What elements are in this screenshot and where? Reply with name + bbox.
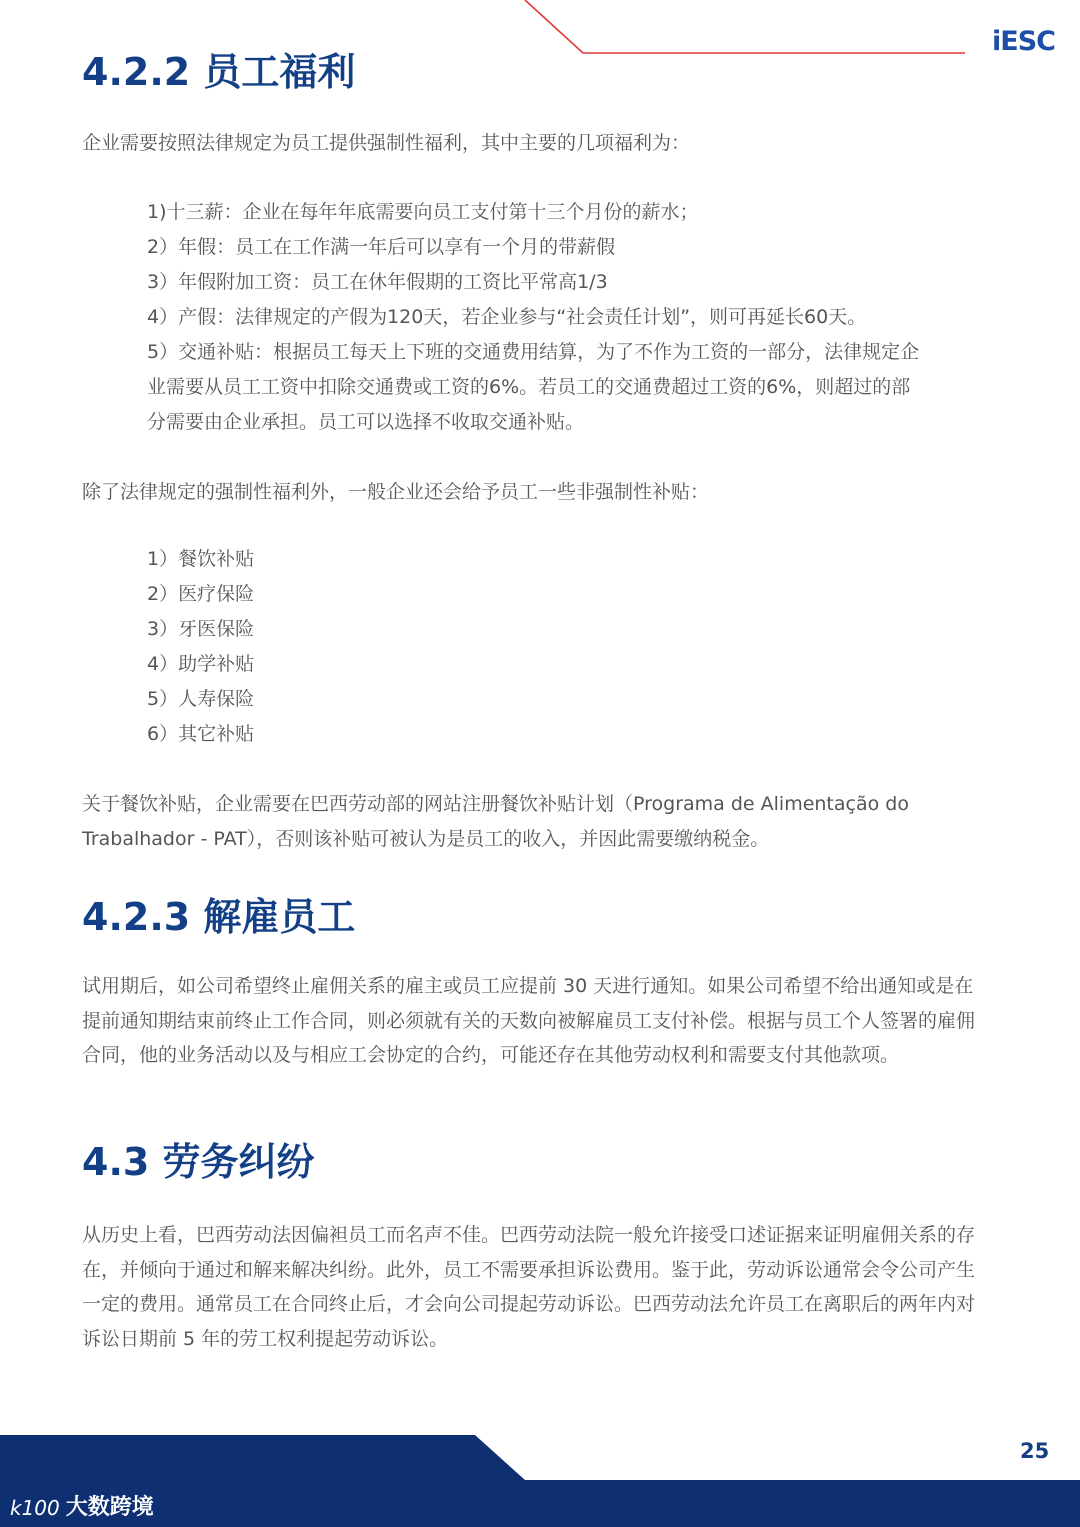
labor-disputes-body: 从历史上看，巴西劳动法因偏袒员工而名声不佳。巴西劳动法院一般允许接受口述证据来证明雇佣关系的存在，并倾向于通过和解来解决纠纷。此外，员工不需要承担诉讼费用。鉴于此，劳动诉讼通常会令公司产生一定的费用。通常员工在合同终止后，才会向公司提起劳动诉讼。巴西劳动法允许员工在离职后的两年内对诉讼日期前 5 年的劳工权利提起劳动诉讼。 xyxy=(82,1224,976,1350)
list-item: 6）其它补贴 xyxy=(147,723,255,745)
page-number: 25 xyxy=(1020,1439,1050,1463)
watermark-logo-icon: k100 xyxy=(10,1496,60,1520)
dismissal-body: 试用期后，如公司希望终止雇佣关系的雇主或员工应提前 30 天进行通知。如果公司希望不给出通知或是在提前通知期结束前终止工作合同，则必须就有关的天数向被解雇员工支付补偿。根据与员工个人签署的雇佣合同，他的业务活动以及与相应工会协定的合约，可能还存在其他劳动权利和需要支付其他款项。 xyxy=(82,975,976,1066)
list-item: 2）年假：员工在工作满一年后可以享有一个月的带薪假 xyxy=(147,236,616,258)
list-item: 2）医疗保险 xyxy=(147,583,255,605)
list-item: 5）交通补贴：根据员工每天上下班的交通费用结算，为了不作为工资的一部分，法律规定企业需要从员工工资中扣除交通费或工资的6%。若员工的交通费超过工资的6%，则超过的部分需要由企业承担。员工可以选择不收取交通补贴。 xyxy=(147,341,920,433)
list-item: 1）餐饮补贴 xyxy=(147,548,255,570)
meal-allowance-note: 关于餐饮补贴，企业需要在巴西劳动部的网站注册餐饮补贴计划（Programa de Alimentação do Trabalhador - PAT），否则该补贴可被认为是员工的收入，并因此需要缴纳税金。 xyxy=(82,793,909,850)
footer-band xyxy=(0,1435,1080,1527)
list-item: 4）助学补贴 xyxy=(147,653,255,675)
section-title-4-2-2: 4.2.2 员工福利 xyxy=(82,50,356,94)
list-item: 1)十三薪：企业在每年年底需要向员工支付第十三个月份的薪水； xyxy=(147,201,699,223)
section-title-4-3: 4.3 劳务纠纷 xyxy=(82,1140,315,1184)
list-item: 4）产假：法律规定的产假为120天，若企业参与“社会责任计划”，则可再延长60天。 xyxy=(147,306,867,328)
non-mandatory-benefits-list xyxy=(147,542,547,752)
watermark xyxy=(10,1492,154,1524)
section-title-4-2-3: 4.2.3 解雇员工 xyxy=(82,895,356,939)
benefits-intro: 企业需要按照法律规定为员工提供强制性福利，其中主要的几项福利为： xyxy=(82,132,691,154)
list-item: 3）牙医保险 xyxy=(147,618,255,640)
iesc-logo: iESC xyxy=(992,26,1055,57)
list-item: 5）人寿保险 xyxy=(147,688,255,710)
watermark-text: 大数跨境 xyxy=(65,1495,154,1520)
mandatory-benefits-list xyxy=(147,195,927,440)
list-item: 3）年假附加工资：员工在休年假期的工资比平常高1/3 xyxy=(147,271,608,293)
non-mandatory-intro: 除了法律规定的强制性福利外，一般企业还会给予员工一些非强制性补贴： xyxy=(82,481,710,503)
